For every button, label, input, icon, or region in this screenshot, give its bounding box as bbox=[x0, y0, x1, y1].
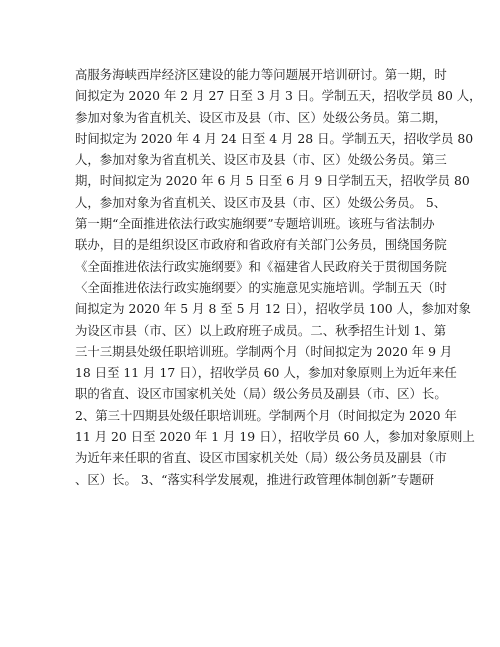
text-line: 参加对象为省直机关、设区市及县（市、区）处级公务员。第二期， bbox=[75, 109, 447, 125]
text-line: 人，参加对象为省直机关、设区市及县（市、区）处级公务员。 5、 bbox=[75, 194, 447, 210]
text-line: 三十三期县处级任职培训班。学制两个月（时间拟定为 2020 年 9 月 bbox=[75, 343, 453, 359]
text-line: 第一期“全面推进依法行政实施纲要”专题培训班。该班与省法制办 bbox=[75, 216, 435, 232]
text-line: 联办，目的是组织设区市政府和省政府有关部门公务员，围绕国务院 bbox=[75, 237, 447, 253]
text-line: 高服务海峡西岸经济区建设的能力等问题展开培训研讨。第一期，时 bbox=[75, 67, 447, 82]
text-line: 为近年来任职的省直、设区市国家机关处（局）级公务员及副县（市 bbox=[75, 450, 447, 466]
text-line: 11 月 20 日至 2020 年 1 月 19 日），招收学员 60 人，参加对象原则上 bbox=[75, 429, 475, 445]
text-line: 期，时间拟定为 2020 年 6 月 5 日至 6 月 9 日学制五天，招收学员 80 bbox=[75, 173, 470, 189]
text-line: 间拟定为 2020 年 2 月 27 日至 3 月 3 日。学制五天，招收学员 80 人， bbox=[75, 88, 482, 104]
text-line: 18 日至 11 月 17 日），招收学员 60 人，参加对象原则上为近年来任 bbox=[75, 365, 457, 381]
text-line: 〈全面推进依法行政实施纲要〉的实施意见实施培训。学制五天（时 bbox=[75, 279, 447, 295]
text-line: 职的省直、设区市国家机关处（局）级公务员及副县（市、区）长。 bbox=[75, 386, 447, 402]
text-line: 间拟定为 2020 年 5 月 8 至 5 月 12 日），招收学员 100 人，参加对象 bbox=[75, 301, 471, 317]
text-line: 、区）长。 3、“落实科学发展观，推进行政管理体制创新”专题研 bbox=[75, 471, 435, 487]
text-line: 时间拟定为 2020 年 4 月 24 日至 4 月 28 日。学制五天，招收学员 80 bbox=[75, 130, 474, 146]
text-line: 人，参加对象为省直机关、设区市及县（市、区）处级公务员。第三 bbox=[75, 152, 447, 168]
text-line: 为设区市县（市、区）以上政府班子成员。二、秋季招生计划 1、第 bbox=[75, 322, 447, 338]
text-line: 2、第三十四期县处级任职培训班。学制两个月（时间拟定为 2020 年 bbox=[75, 407, 457, 423]
body-text bbox=[75, 64, 482, 490]
text-line: 《全面推进依法行政实施纲要》和《福建省人民政府关于贯彻国务院 bbox=[75, 258, 447, 274]
